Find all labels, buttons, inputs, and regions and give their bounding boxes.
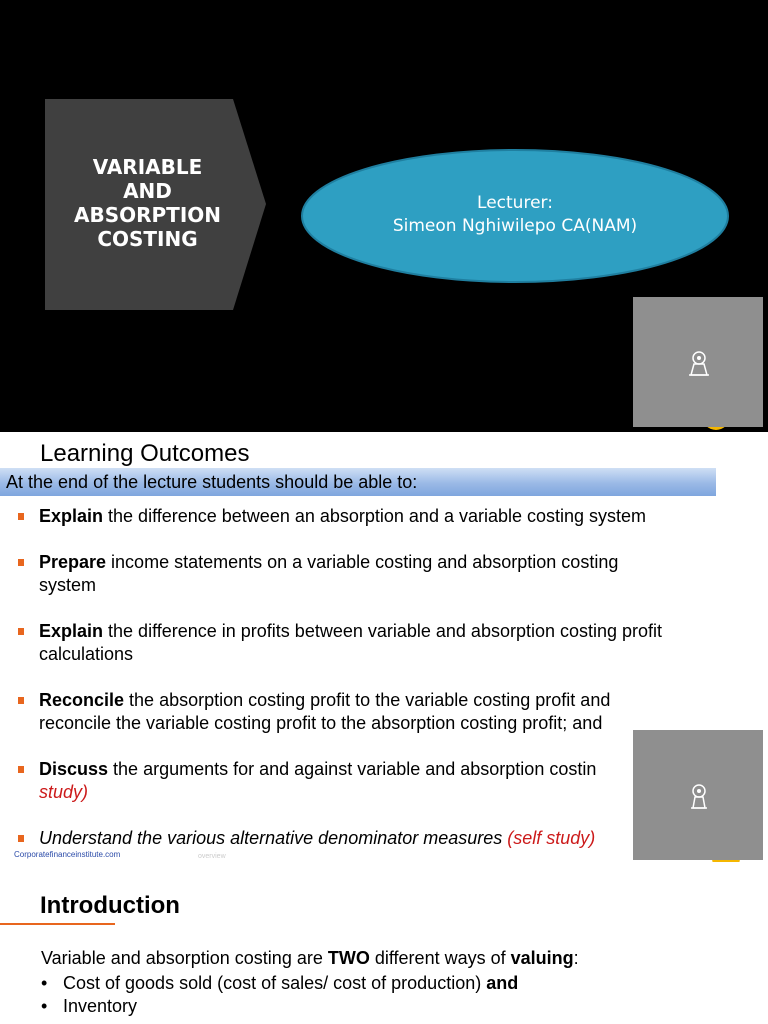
source-credit: Corporatefinanceinstitute.com xyxy=(14,850,121,859)
square-bullet-icon xyxy=(18,697,24,704)
lecturer-name: Simeon Nghiwilepo CA(NAM) xyxy=(392,216,638,236)
faint-footer-text: overview xyxy=(198,853,226,860)
lecturer-info xyxy=(320,192,710,238)
square-bullet-icon xyxy=(18,835,24,842)
slide-title: Introduction xyxy=(40,892,180,919)
outcome-text: income statements on a variable costing and absorption costing system xyxy=(39,552,619,595)
square-bullet-icon xyxy=(18,628,24,635)
outcome-text: the arguments for and against variable and absorption costin xyxy=(108,759,597,779)
outcome-text: the difference between an absorption and a variable costing system xyxy=(103,506,647,526)
list-item: • Cost of goods sold (cost of sales/ cost of production) and xyxy=(41,973,519,993)
bullet-icon: • xyxy=(41,973,48,993)
outcome-text: Understand the various alternative denominator measures xyxy=(39,828,508,848)
outcome-item xyxy=(39,758,719,804)
self-study-note: study) xyxy=(39,782,89,802)
bullet-icon: • xyxy=(41,996,48,1016)
learning-outcomes-slide xyxy=(0,432,768,862)
outcome-item xyxy=(39,689,679,735)
outcome-item xyxy=(39,827,719,850)
outcome-item xyxy=(39,505,719,528)
outcome-item xyxy=(39,551,679,597)
square-bullet-icon xyxy=(18,559,24,566)
title-slide xyxy=(0,0,768,432)
self-study-note: (self study) xyxy=(507,828,596,848)
video-overlay[interactable] xyxy=(633,297,763,427)
outcome-verb: Reconcile xyxy=(39,690,125,710)
intro-paragraph: Variable and absorption costing are TWO different ways of valuing: xyxy=(41,948,579,968)
lecturer-label: Lecturer: xyxy=(477,193,553,213)
title-underline xyxy=(0,923,115,925)
slide-title: VARIABLE AND ABSORPTION COSTING xyxy=(73,155,221,251)
outcome-text: the absorption costing profit to the variable costing profit and reconcile the variable costing profit to the absorption costing profit; and xyxy=(39,690,611,733)
webcam-icon xyxy=(686,782,712,810)
list-item: • Inventory xyxy=(41,996,138,1016)
square-bullet-icon xyxy=(18,766,24,773)
slide-title: Learning Outcomes xyxy=(40,440,250,467)
outcome-verb: Prepare xyxy=(39,552,107,572)
intro-band xyxy=(0,468,716,496)
outcome-verb: Explain xyxy=(39,506,104,526)
outcome-text: the difference in profits between variable and absorption costing profit calculations xyxy=(39,621,663,664)
outcome-item xyxy=(39,620,719,666)
intro-text: At the end of the lecture students should be able to: xyxy=(6,472,418,492)
video-overlay[interactable] xyxy=(633,730,763,860)
webcam-icon xyxy=(686,349,712,377)
outcome-verb: Explain xyxy=(39,621,104,641)
square-bullet-icon xyxy=(18,513,24,520)
outcome-verb: Discuss xyxy=(39,759,109,779)
introduction-slide xyxy=(0,862,768,1024)
